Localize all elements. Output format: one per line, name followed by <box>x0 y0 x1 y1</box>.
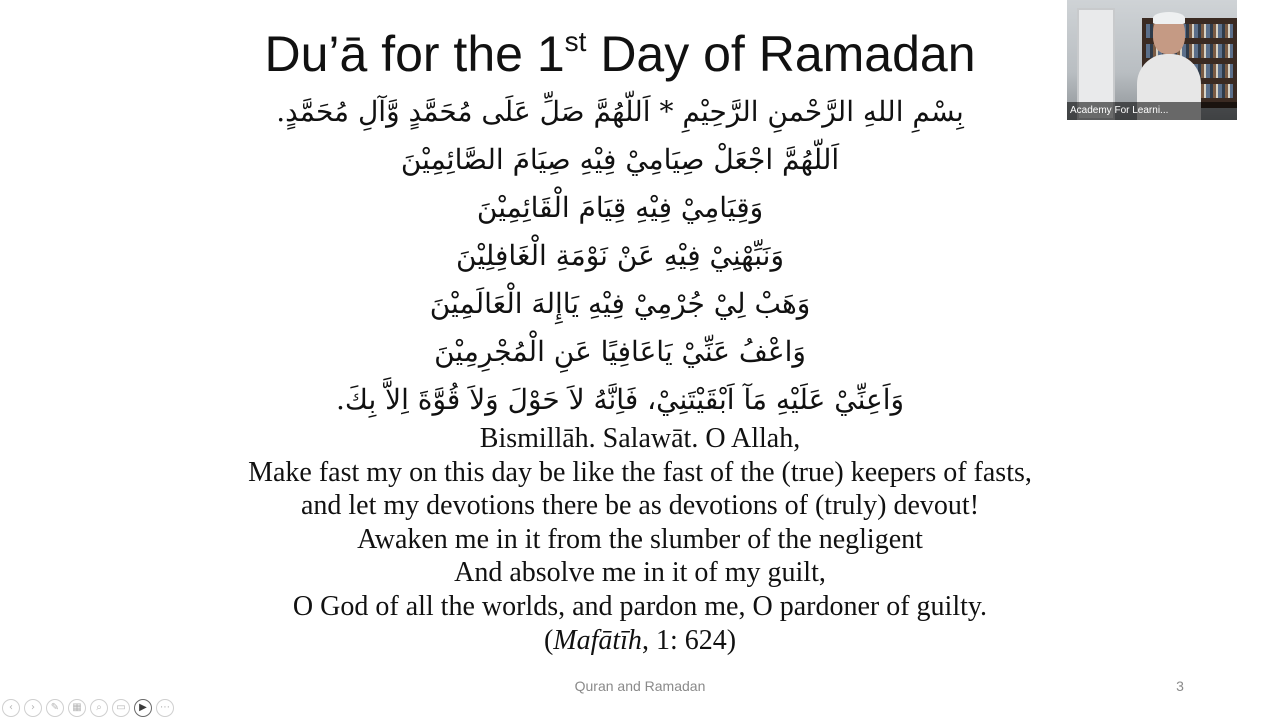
slide-title <box>0 24 1240 84</box>
slides-icon[interactable]: ▦ <box>68 699 86 717</box>
subtitles-icon[interactable]: ▭ <box>112 699 130 717</box>
slide-footer: Quran and Ramadan <box>574 678 706 694</box>
arabic-dua-text <box>200 88 1040 424</box>
participant-video-tile[interactable] <box>1067 0 1237 120</box>
slide-page-number: 3 <box>1176 678 1184 694</box>
slide-title-superscript: st <box>564 26 587 57</box>
citation-rest: , 1: 624) <box>641 624 737 656</box>
english-line: And absolve me in it of my guilt, <box>454 557 826 589</box>
arabic-line: وَنَبِّهْنِيْ فِيْهِ عَنْ نَوْمَةِ الْغَافِلِيْنَ <box>456 239 784 272</box>
citation-title: Mafātīh <box>553 624 642 656</box>
arabic-line: وَاَعِنِّيْ عَلَيْهِ مَآ اَبْقَيْتَنِيْ، فَاِنَّهُ لاَ حَوْلَ وَلاَ قُوَّةَ اِلاَّ بِكَ. <box>335 383 905 416</box>
presentation-toolbar <box>2 698 174 718</box>
arabic-line: اَللّهُمَّ اجْعَلْ صِيَامِيْ فِيْهِ صِيَامَ الصَّائِمِيْنَ <box>400 143 840 176</box>
previous-icon[interactable]: ‹ <box>2 699 20 717</box>
english-line: O God of all the worlds, and pardon me, O pardoner of guilty. <box>292 590 988 622</box>
arabic-line: وَقِيَامِيْ فِيْهِ قِيَامَ الْقَائِمِيْنَ <box>476 191 764 224</box>
participant-name-label: Academy For Learni... <box>1067 102 1237 120</box>
more-icon[interactable]: ⋯ <box>156 699 174 717</box>
english-translation <box>0 422 1280 657</box>
pen-icon[interactable]: ✎ <box>46 699 64 717</box>
english-line: Make fast my on this day be like the fast of the (true) keepers of fasts, <box>248 456 1032 488</box>
citation-open: ( <box>543 624 554 656</box>
camera-icon[interactable]: ▶ <box>134 699 152 717</box>
arabic-line: وَاعْفُ عَنِّيْ يَاعَافِيًا عَنِ الْمُجْرِمِيْنَ <box>434 335 806 368</box>
english-line: Awaken me in it from the slumber of the negligent <box>357 523 923 555</box>
next-icon[interactable]: › <box>24 699 42 717</box>
arabic-line: بِسْمِ اللهِ الرَّحْمنِ الرَّحِيْمِ * اَللّهُمَّ صَلِّ عَلَى مُحَمَّدٍ وَّآلِ مُحَمَّدٍ. <box>276 95 964 128</box>
slide-title-main: Du’ā for the 1 <box>264 26 565 82</box>
slide-title-tail: Day of Ramadan <box>586 26 976 82</box>
arabic-line: وَهَبْ لِيْ جُرْمِيْ فِيْهِ يَاإِلهَ الْعَالَمِيْنَ <box>429 287 811 320</box>
citation <box>0 624 1280 658</box>
english-line: Bismillāh. Salawāt. O Allah, <box>479 423 801 454</box>
zoom-icon[interactable]: ⌕ <box>90 699 108 717</box>
english-line: and let my devotions there be as devotions of (truly) devout! <box>300 490 980 522</box>
